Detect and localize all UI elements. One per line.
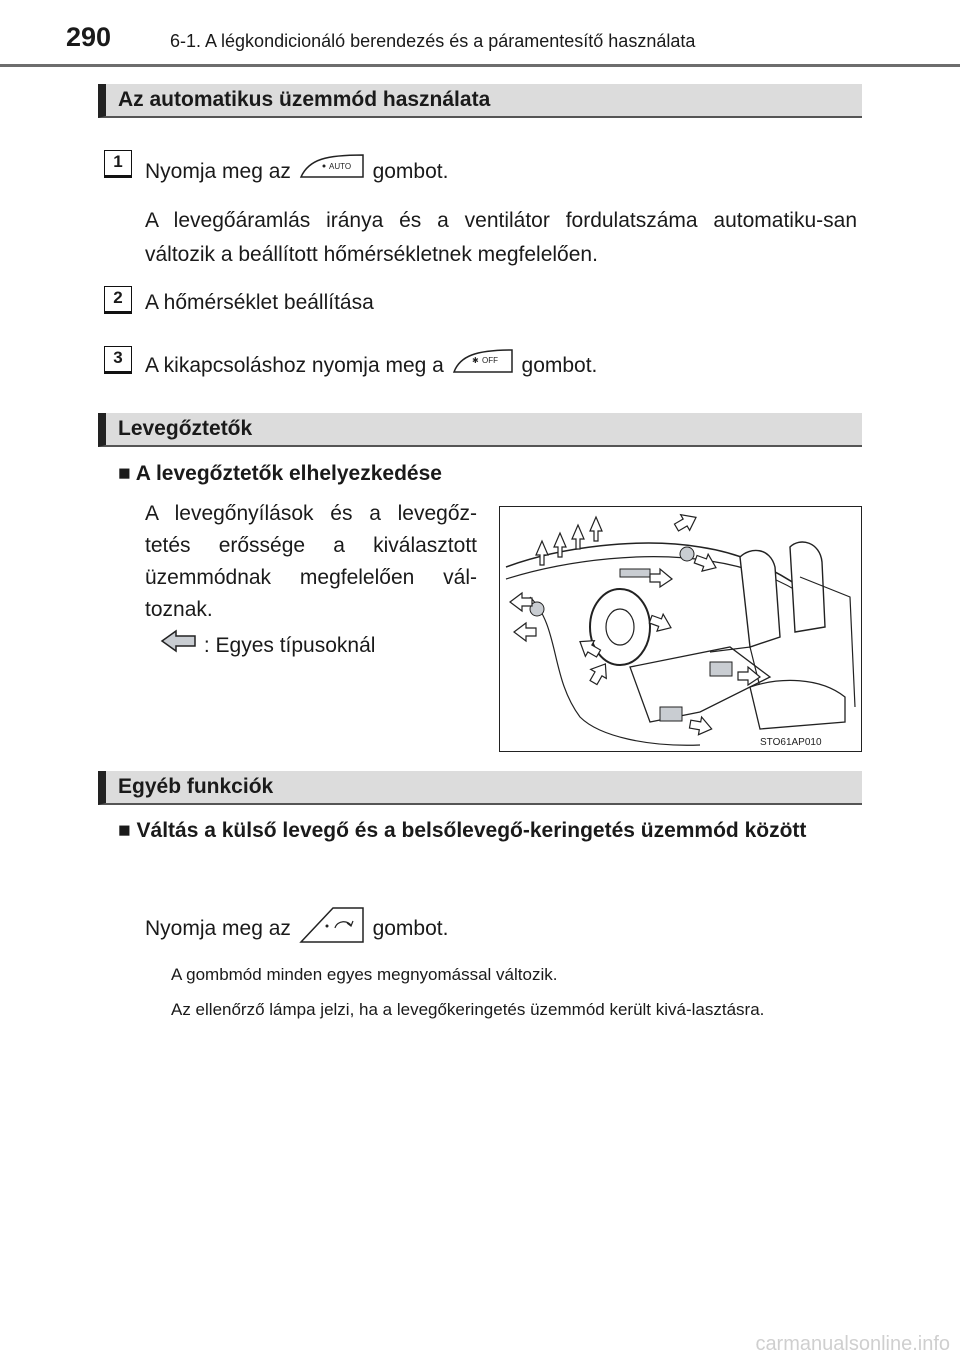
other-bullet — [118, 814, 858, 848]
vents-bullet-text: A levegőztetők elhelyezkedése — [135, 462, 442, 485]
section-title-other: Egyéb funkciók — [98, 771, 862, 805]
illustration-code: STO61AP010 — [760, 737, 822, 748]
step-3-badge: 3 — [104, 346, 132, 374]
off-button-label: OFF — [481, 356, 498, 365]
off-button-icon — [450, 346, 516, 387]
black-square-icon: ■ — [118, 819, 131, 842]
section-title-auto: Az automatikus üzemmód használata — [98, 84, 862, 118]
step-1-text — [145, 151, 448, 194]
recirc-instruction — [145, 902, 448, 957]
vents-bullet — [118, 457, 442, 491]
step-3-before: A kikapcsoláshoz nyomja meg a — [145, 354, 444, 378]
vents-description: A levegőnyílások és a levegőz-tetés erőssége a kiválasztott üzemmódnak megfelelően vál-toznak. — [145, 502, 477, 621]
chapter-title: 6-1. A légkondicionáló berendezés és a páramentesítő használata — [170, 31, 696, 51]
step-1-before: Nyomja meg az — [145, 160, 291, 184]
header-rule — [0, 64, 960, 67]
recirculation-button-icon — [297, 902, 367, 957]
step-1-description: A levegőáramlás iránya és a ventilátor fordulatszáma automatiku-san változik a beállított hőmérsékletnek megfelelően. — [145, 209, 857, 266]
watermark: carmanualsonline.info — [755, 1333, 950, 1355]
note-1: A gombmód minden egyes megnyomással változik. — [171, 965, 558, 984]
auto-button-label: AUTO — [328, 162, 351, 171]
vents-legend-text: : Egyes típusoknál — [203, 634, 376, 658]
section-title-vents: Levegőztetők — [98, 413, 862, 447]
recirc-after: gombot. — [372, 917, 449, 941]
note-2: Az ellenőrző lámpa jelzi, ha a levegőkeringetés üzemmód került kivá-lasztásra. — [171, 1000, 765, 1019]
recirc-before: Nyomja meg az — [145, 917, 291, 941]
black-square-icon: ■ — [118, 462, 131, 485]
svg-text:✱: ✱ — [471, 356, 479, 365]
arrow-left-icon — [160, 628, 198, 665]
auto-button-icon — [297, 151, 367, 194]
vents-legend — [160, 628, 375, 665]
page-number: 290 — [66, 22, 112, 52]
step-2-badge: 2 — [104, 286, 132, 314]
step-3-after: gombot. — [521, 354, 598, 378]
step-2-text: A hőmérséklet beállítása — [145, 291, 374, 314]
other-bullet-text: Váltás a külső levegő és a belsőlevegő-keringetés üzemmód között — [136, 819, 807, 842]
car-interior-illustration — [499, 506, 862, 752]
step-3-text — [145, 346, 597, 387]
step-1-badge: 1 — [104, 150, 132, 178]
step-1-after: gombot. — [372, 160, 449, 184]
